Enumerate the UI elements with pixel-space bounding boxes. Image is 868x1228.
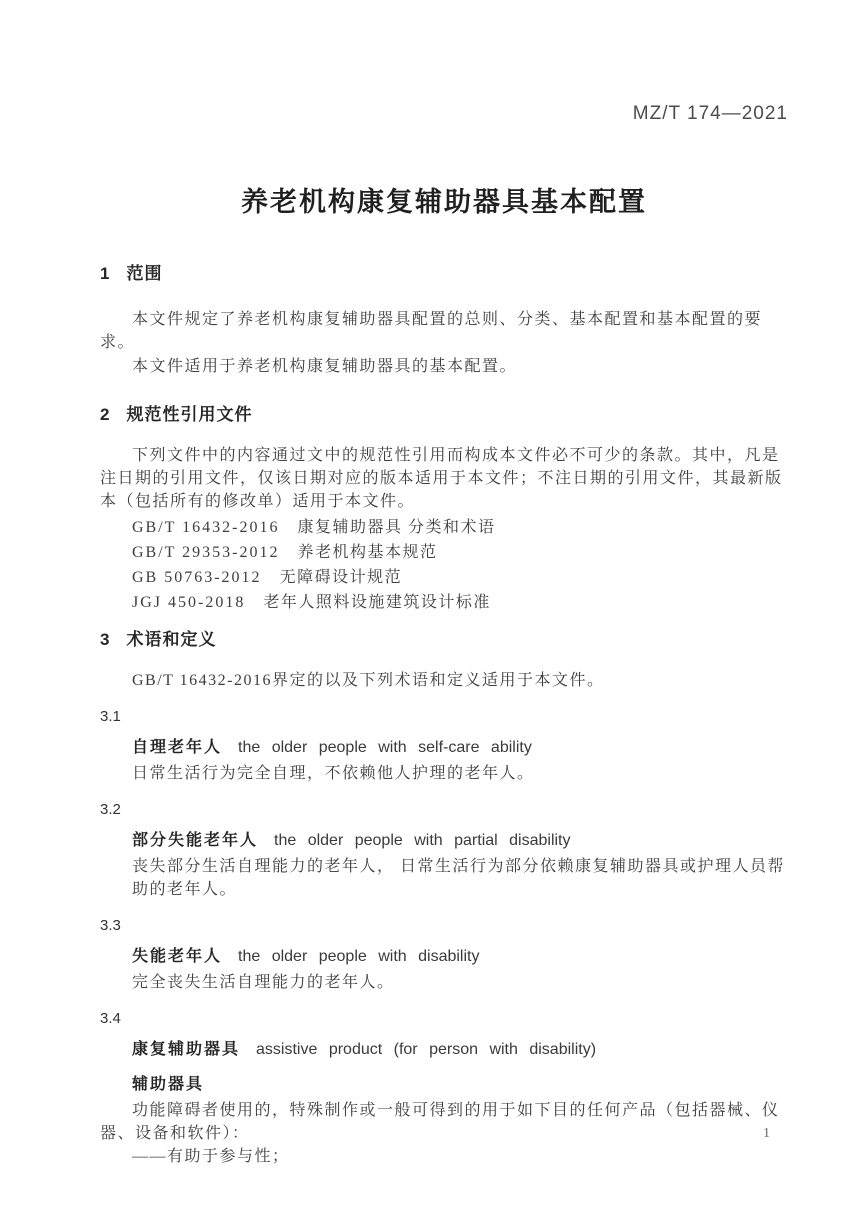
reference-code: GB 50763-2012 (132, 569, 262, 586)
term-definition: 日常生活行为完全自理，不依赖他人护理的老年人。 (132, 765, 535, 782)
clause-number: 3.1 (100, 708, 121, 725)
term-english: the older people with disability (238, 948, 480, 965)
section-title: 术语和定义 (126, 630, 217, 649)
section-number: 1 (100, 264, 111, 283)
sub-term: 辅助器具 (132, 1076, 205, 1093)
section-heading-scope (100, 263, 788, 285)
term-line (100, 946, 788, 968)
reference-code: JGJ 450-2018 (132, 594, 246, 611)
references-intro: 下列文件中的内容通过文中的规范性引用而构成本文件必不可少的条款。其中，凡是注日期的引用文件，仅该日期对应的版本适用于本文件；不注日期的引用文件，其最新版本（包括所有的修改单）适用于本文件。 (100, 447, 783, 510)
reference-title: 养老机构基本规范 (297, 544, 438, 561)
term-definition: 功能障碍者使用的，特殊制作或一般可得到的用于如下目的任何产品（包括器械、仪器、设备和软件）： (100, 1102, 780, 1142)
section-scope (100, 263, 788, 378)
scope-paragraph-1: 本文件规定了养老机构康复辅助器具配置的总则、分类、基本配置和基本配置的要求。 (100, 311, 763, 351)
reference-item (100, 590, 788, 615)
term-line (100, 737, 788, 759)
term-line (100, 830, 788, 852)
doc-title: 养老机构康复辅助器具基本配置 (241, 187, 647, 217)
reference-item (100, 515, 788, 540)
term-entry-3-1 (100, 708, 788, 785)
term-entry-3-4 (100, 1010, 788, 1168)
term-entry-3-2 (100, 801, 788, 901)
section-number: 3 (100, 630, 111, 649)
clause-number: 3.3 (100, 917, 121, 934)
reference-code: GB/T 29353-2012 (132, 544, 280, 561)
section-number: 2 (100, 405, 111, 424)
section-heading-references (100, 404, 788, 426)
term-definition: 丧失部分生活自理能力的老年人， 日常生活行为部分依赖康复辅助器具或护理人员帮助的老年人。 (132, 858, 786, 898)
clause-number: 3.4 (100, 1010, 121, 1027)
term-entry-3-3 (100, 917, 788, 994)
term-english: assistive product (for person with disability) (256, 1041, 597, 1058)
term-line (100, 1039, 788, 1061)
definition-list-item: ——有助于参与性； (132, 1148, 290, 1165)
section-terms (100, 629, 788, 1168)
term-chinese: 自理老年人 (132, 739, 223, 756)
section-normative-references (100, 404, 788, 615)
term-chinese: 康复辅助器具 (132, 1041, 241, 1058)
doc-number: MZ/T 174—2021 (632, 103, 788, 124)
reference-title: 老年人照料设施建筑设计标准 (263, 594, 491, 611)
reference-list (100, 515, 788, 615)
page-number: 1 (763, 1126, 770, 1141)
reference-title: 康复辅助器具 分类和术语 (297, 519, 496, 536)
term-english: the older people with partial disability (274, 832, 571, 849)
term-english: the older people with self-care ability (238, 739, 532, 756)
reference-code: GB/T 16432-2016 (132, 519, 280, 536)
reference-item (100, 540, 788, 565)
reference-item (100, 565, 788, 590)
reference-title: 无障碍设计规范 (279, 569, 403, 586)
scope-paragraph-2: 本文件适用于养老机构康复辅助器具的基本配置。 (132, 358, 518, 375)
term-chinese: 失能老年人 (132, 948, 223, 965)
section-title: 范围 (126, 264, 163, 283)
term-chinese: 部分失能老年人 (132, 832, 259, 849)
clause-number: 3.2 (100, 801, 121, 818)
terms-intro: GB/T 16432-2016界定的以及下列术语和定义适用于本文件。 (132, 672, 605, 689)
term-definition: 完全丧失生活自理能力的老年人。 (132, 974, 395, 991)
section-title: 规范性引用文件 (126, 405, 253, 424)
section-heading-terms (100, 629, 788, 651)
